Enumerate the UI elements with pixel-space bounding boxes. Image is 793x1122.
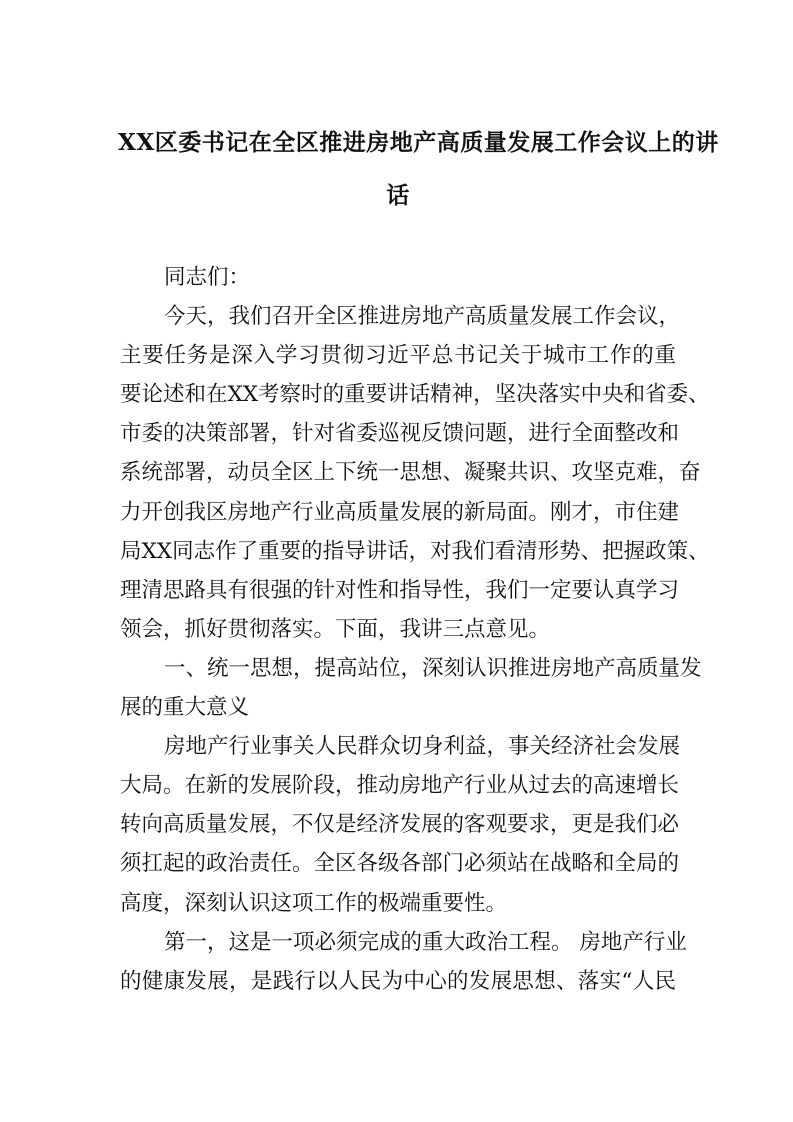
paragraph-line: 房地产行业事关人民群众切身利益，事关经济社会发展 bbox=[164, 734, 681, 760]
paragraph-line: 的健康发展，是践行以人民为中心的发展思想、落实“人民 bbox=[120, 968, 676, 994]
paragraph-line: 须扛起的政治责任。全区各级各部门必须站在战略和全局的 bbox=[120, 851, 680, 877]
salutation: 同志们： bbox=[164, 265, 251, 290]
document-title-line-1: XX区委书记在全区推进房地产高质量发展工作会议上的讲 bbox=[118, 129, 719, 156]
paragraph-line: 要论述和在XX考察时的重要讲话精神，坚决落实中央和省委、 bbox=[120, 382, 710, 408]
paragraph-line: 系统部署，动员全区上下统一思想、凝聚共识、攻坚克难，奋 bbox=[120, 460, 701, 486]
document-title-line-2: 话 bbox=[386, 182, 410, 209]
paragraph-line: 市委的决策部署，针对省委巡视反馈问题，进行全面整改和 bbox=[120, 421, 680, 447]
paragraph-line: 领会，抓好贯彻落实。下面，我讲三点意见。 bbox=[120, 616, 551, 642]
section-heading-line: 一、统一思想，提高站位，深刻认识推进房地产高质量发 bbox=[164, 655, 702, 681]
section-heading-line: 展的重大意义 bbox=[120, 695, 250, 721]
document-body bbox=[120, 258, 710, 1001]
paragraph-line: 局XX同志作了重要的指导讲话，对我们看清形势、把握政策、 bbox=[120, 538, 710, 564]
paragraph-line: 理清思路具有很强的针对性和指导性，我们一定要认真学习 bbox=[120, 577, 680, 603]
paragraph-line: 大局。在新的发展阶段，推动房地产行业从过去的高速增长 bbox=[120, 773, 680, 799]
paragraph-line: 转向高质量发展，不仅是经济发展的客观要求，更是我们必 bbox=[120, 812, 680, 838]
paragraph-line: 高度，深刻认识这项工作的极端重要性。 bbox=[120, 890, 508, 916]
paragraph-line: 力开创我区房地产行业高质量发展的新局面。刚才，市住建 bbox=[120, 499, 680, 525]
paragraph-line: 第一，这是一项必须完成的重大政治工程。 房地产行业 bbox=[164, 929, 687, 955]
paragraph-line: 今天，我们召开全区推进房地产高质量发展工作会议， bbox=[164, 304, 681, 330]
paragraph-line: 主要任务是深入学习贯彻习近平总书记关于城市工作的重 bbox=[120, 343, 676, 369]
